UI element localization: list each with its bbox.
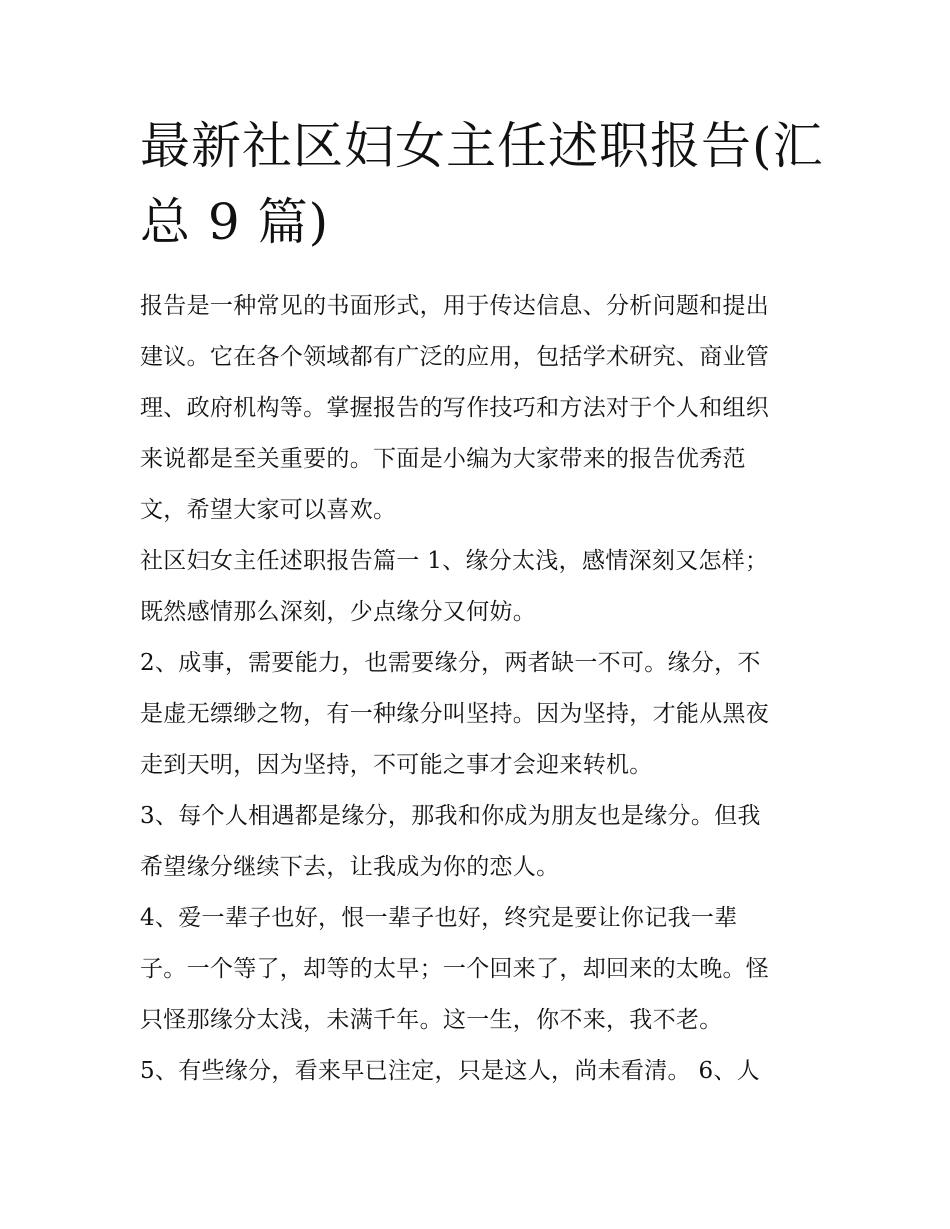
body-line: 子。一个等了，却等的太早；一个回来了，却回来的太晚。怪 <box>140 956 770 982</box>
body-line: 希望缘分继续下去，让我成为你的恋人。 <box>140 854 560 880</box>
document-title <box>140 108 830 260</box>
body-line: 社区妇女主任述职报告篇一 1、缘分太浅，感情深刻又怎样； <box>140 548 769 574</box>
body-line: 2、成事，需要能力，也需要缘分，两者缺一不可。缘分，不 <box>140 650 761 676</box>
title-line-1: 最新社区妇女主任述职报告(汇 <box>140 117 824 175</box>
title-line-2: 总 9 篇) <box>140 193 330 251</box>
body-line: 5、有些缘分，看来早已注定，只是这人，尚未看清。 6、人 <box>140 1058 760 1084</box>
body-line: 建议。它在各个领域都有广泛的应用，包括学术研究、商业管 <box>140 344 770 370</box>
body-line: 4、爱一辈子也好，恨一辈子也好，终究是要让你记我一辈 <box>140 905 738 931</box>
body-line: 既然感情那么深刻，少点缘分又何妨。 <box>140 599 537 625</box>
body-line: 理、政府机构等。掌握报告的写作技巧和方法对于个人和组织 <box>140 395 770 421</box>
body-line: 3、每个人相遇都是缘分，那我和你成为朋友也是缘分。但我 <box>140 803 761 829</box>
body-line: 走到天明，因为坚持，不可能之事才会迎来转机。 <box>140 752 653 778</box>
body-line: 报告是一种常见的书面形式，用于传达信息、分析问题和提出 <box>140 293 770 319</box>
body-line: 文，希望大家可以喜欢。 <box>140 497 397 523</box>
body-line: 只怪那缘分太浅，未满千年。这一生，你不来，我不老。 <box>140 1007 723 1033</box>
body-line: 是虚无缥缈之物，有一种缘分叫坚持。因为坚持，才能从黑夜 <box>140 701 770 727</box>
document-body <box>140 281 830 1097</box>
body-line: 来说都是至关重要的。下面是小编为大家带来的报告优秀范 <box>140 446 746 472</box>
